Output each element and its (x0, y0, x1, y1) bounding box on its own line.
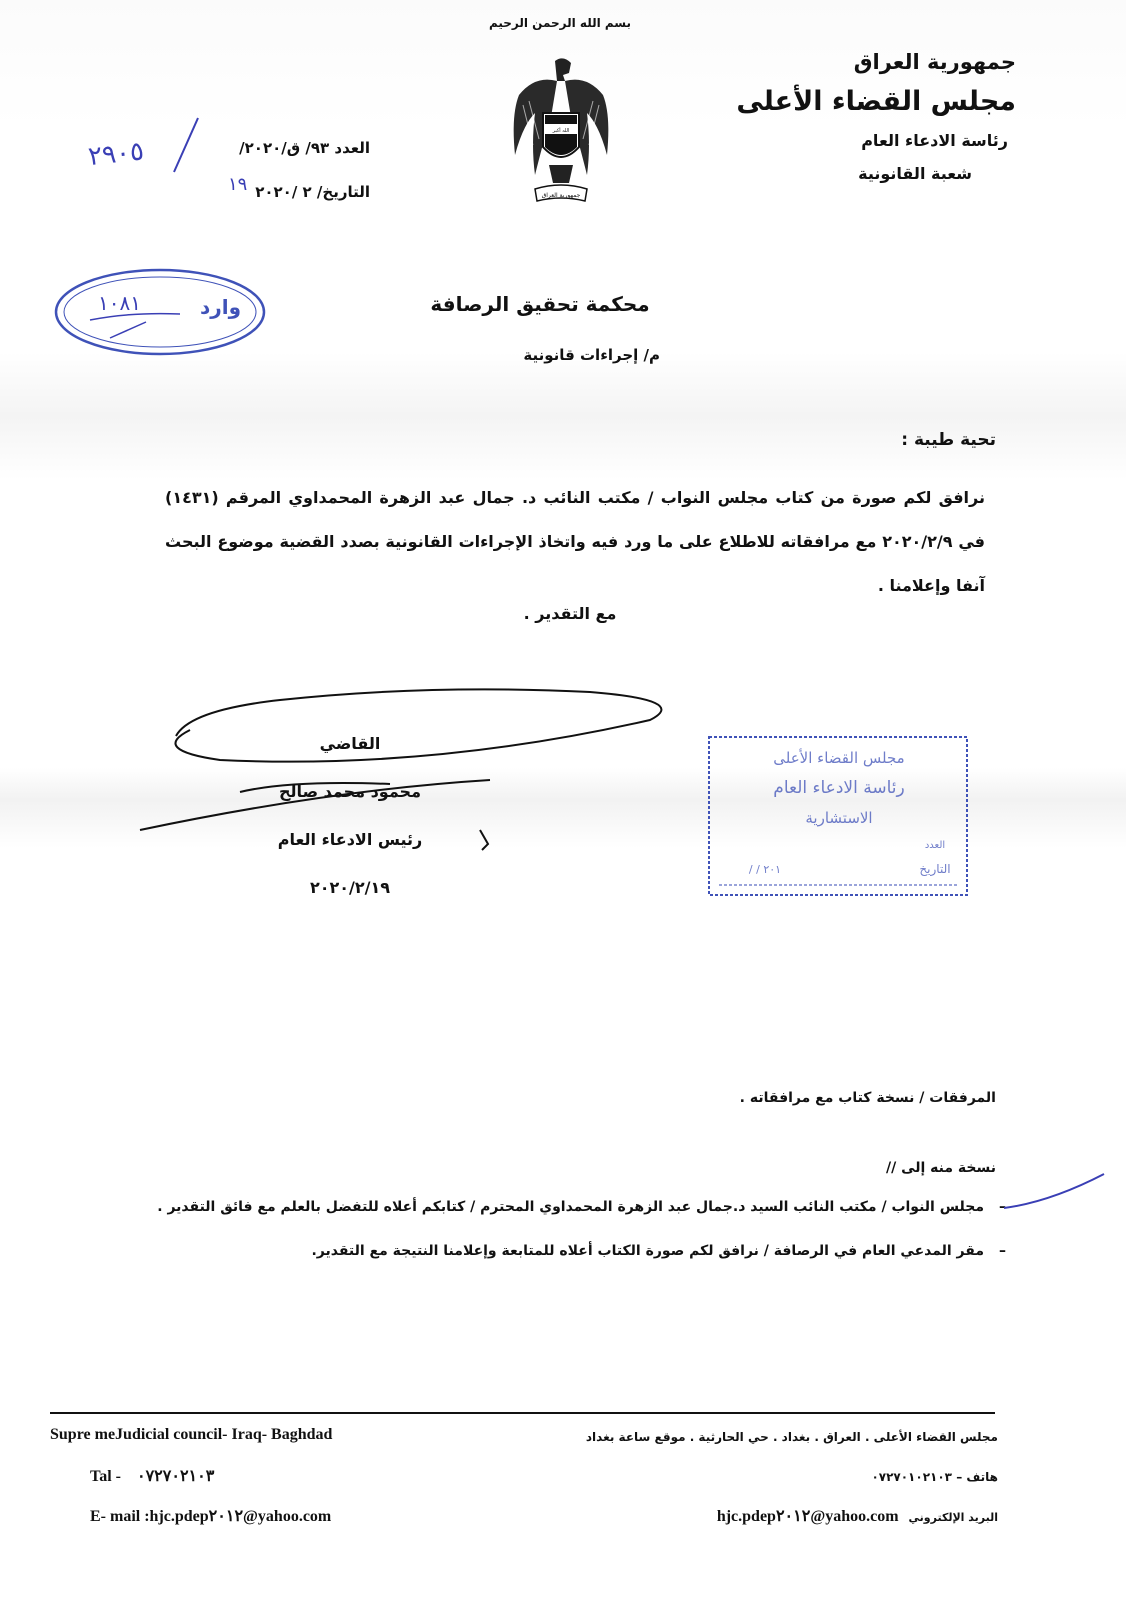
received-stamp-date: / / ٢٠١ (748, 863, 782, 876)
section-name: شعبة القانونية (858, 164, 972, 183)
list-item (146, 1192, 1006, 1222)
dash-bullet: – (999, 1243, 1006, 1259)
copy-to-list (146, 1192, 1006, 1266)
copy-to-item-text: مجلس النواب / مكتب النائب السيد د.جمال عبد الزهرة المحمداوي المحترم / كتابكم أعلاه للتفضل بالعلم مع فائق التقدير . (157, 1199, 984, 1215)
addressee: محكمة تحقيق الرصافة (430, 292, 650, 316)
signature-block (240, 720, 460, 912)
signer-name: محمود محمد صالح (279, 782, 421, 801)
footer-email-arabic (578, 1506, 998, 1526)
signer-position: رئيس الادعاء العام (277, 830, 423, 849)
footer-address-arabic: مجلس القضاء الأعلى . العراق . بغداد . حي الحارثية . موقع ساعة بغداد (585, 1430, 998, 1444)
handwritten-tick-mark (1000, 1168, 1110, 1228)
emblem-flag-text: الله أكبر (552, 128, 570, 134)
letterhead-right (716, 50, 1016, 183)
subject-line: م/ إجراءات قانونية (523, 346, 660, 364)
basmala: بسم الله الرحمن الرحيم (488, 16, 632, 30)
incoming-stamp-label: وارد (200, 295, 242, 319)
reference-number: العدد ٩٣/ ق/٢٠٢٠/ (239, 139, 370, 157)
handwritten-ref-number: ٢٩٠٥ (86, 136, 146, 173)
country-name: جمهورية العراق (853, 50, 1016, 74)
list-item (146, 1236, 1006, 1266)
attachments-line: المرفقات / نسخة كتاب مع مرافقاته . (739, 1090, 996, 1106)
department-name: رئاسة الادعاء العام (861, 131, 1008, 150)
received-stamp-line1: مجلس القضاء الأعلى (773, 749, 905, 767)
received-stamp-number-label: العدد (924, 840, 946, 851)
signer-title: القاضي (319, 734, 381, 753)
footer-phone-english: Tal - ٠٧٢٧٠٢١٠٣ (90, 1468, 215, 1485)
council-name: مجلس القضاء الأعلى (736, 86, 1016, 117)
handwritten-reference (78, 112, 268, 192)
received-stamp-line2: رئاسة الادعاء العام (773, 778, 905, 798)
incoming-stamp-number: ١٠٨١ (98, 291, 141, 315)
footer-email-english: E- mail :hjc.pdep٢٠١٢@yahoo.com (90, 1508, 332, 1525)
received-stamp-date-label: التاريخ (919, 862, 951, 876)
emblem-caption: جمهورية العراق (541, 192, 581, 199)
copy-to-heading: نسخة منه إلى // (885, 1160, 996, 1176)
dash-bullet: – (999, 1199, 1006, 1215)
greeting: تحية طيبة : (901, 430, 996, 450)
letter-body: نرافق لكم صورة من كتاب مجلس النواب / مكتب النائب د. جمال عبد الزهرة المحمداوي المرقم (١٤٣١) في ٢٠٢٠/٢/٩ مع مرافقاته للاطلاع على ما ورد فيه واتخاذ الإجراءات القانونية بصدد القضية موضوع البحث آنفا وإعلامنا . (165, 488, 985, 595)
incoming-stamp (50, 262, 270, 362)
signature-date: ٢٠٢٠/٢/١٩ (309, 878, 391, 897)
footer-email-arabic-label: البريد الإلكتروني (908, 1511, 998, 1524)
closing-line: مع التقدير . (523, 604, 617, 623)
footer-divider (50, 1412, 995, 1414)
iraq-emblem-icon (505, 55, 617, 215)
footer-email-arabic-value: hjc.pdep٢٠١٢@yahoo.com (716, 1508, 899, 1525)
footer-org-english: Supre meJudicial council- Iraq- Baghdad (50, 1426, 333, 1443)
handwritten-date-day: ١٩ (228, 174, 248, 192)
reference-date: التاريخ/ ٢ /٢٠٢٠ (255, 183, 370, 201)
footer-phone-arabic: هاتف – ٠٧٢٧٠١٠٢١٠٣ (871, 1470, 998, 1484)
received-stamp (705, 733, 973, 903)
received-stamp-line3: الاستشارية (805, 809, 873, 827)
copy-to-item-text: مقر المدعي العام في الرصافة / نرافق لكم صورة الكتاب أعلاه للمتابعة وإعلامنا النتيجة مع التقدير. (311, 1243, 984, 1259)
